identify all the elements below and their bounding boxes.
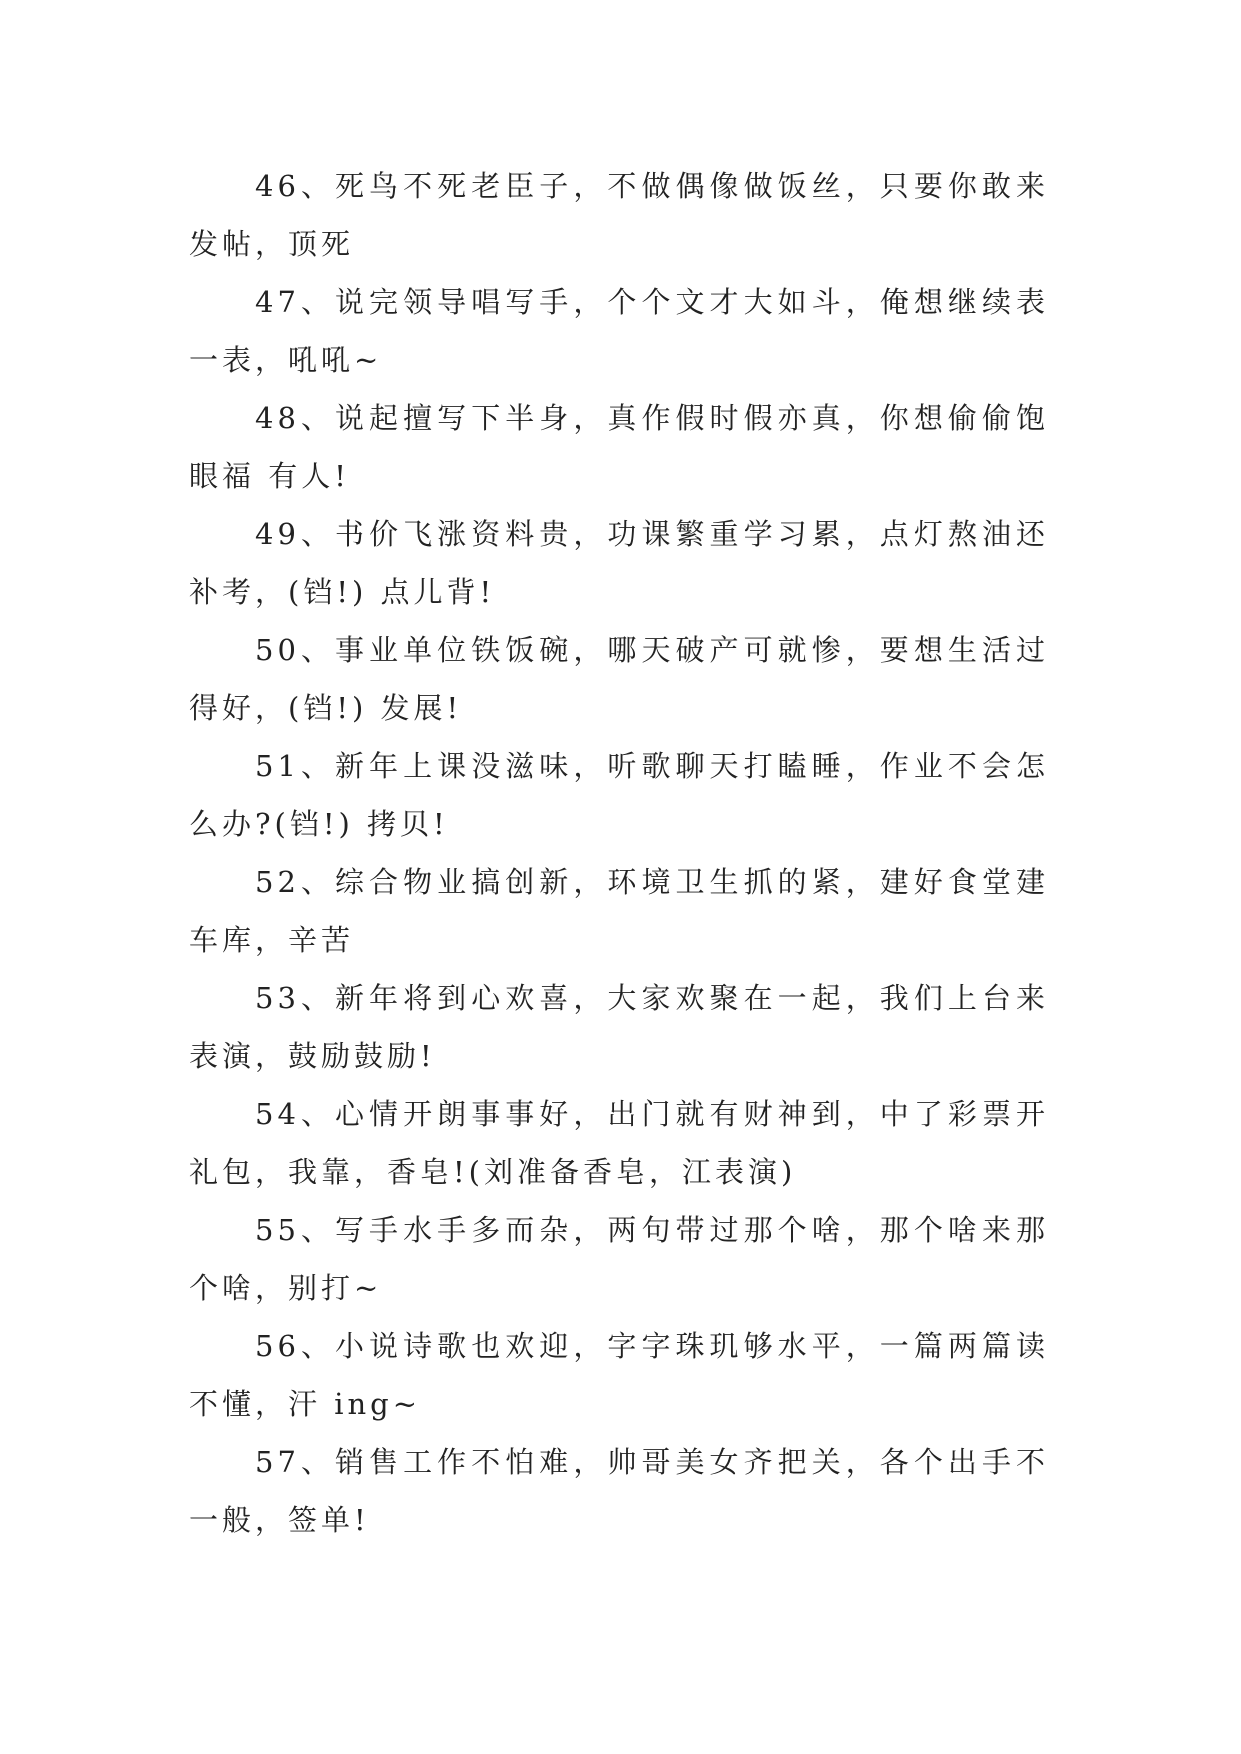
paragraph-57: 57、销售工作不怕难，帅哥美女齐把关，各个出手不一般，签单! xyxy=(189,1445,1049,1537)
paragraph-56: 56、小说诗歌也欢迎，字字珠玑够水平，一篇两篇读不懂，汗 ing~ xyxy=(189,1329,1049,1421)
paragraph-52: 52、综合物业搞创新，环境卫生抓的紧，建好食堂建车库，辛苦 xyxy=(189,865,1049,957)
paragraph-49: 49、书价飞涨资料贵，功课繁重学习累，点灯熬油还补考，(铛!) 点儿背! xyxy=(189,517,1049,609)
paragraph-55: 55、写手水手多而杂，两句带过那个啥，那个啥来那个啥，别打~ xyxy=(189,1213,1049,1305)
paragraph-46: 46、死鸟不死老臣子，不做偶像做饭丝，只要你敢来发帖，顶死 xyxy=(189,169,1049,261)
paragraph-53: 53、新年将到心欢喜，大家欢聚在一起，我们上台来表演，鼓励鼓励! xyxy=(189,981,1049,1073)
paragraph-50: 50、事业单位铁饭碗，哪天破产可就惨，要想生活过得好，(铛!) 发展! xyxy=(189,633,1049,725)
paragraph-47: 47、说完领导唱写手，个个文才大如斗，俺想继续表一表，吼吼~ xyxy=(189,285,1049,377)
paragraph-54: 54、心情开朗事事好，出门就有财神到，中了彩票开礼包，我靠，香皂!(刘准备香皂，江表演) xyxy=(189,1097,1049,1189)
paragraph-48: 48、说起擅写下半身，真作假时假亦真，你想偷偷饱眼福 有人! xyxy=(189,401,1049,493)
paragraph-51: 51、新年上课没滋味，听歌聊天打瞌睡，作业不会怎么办?(铛!) 拷贝! xyxy=(189,749,1049,841)
document-body xyxy=(189,157,1049,1549)
